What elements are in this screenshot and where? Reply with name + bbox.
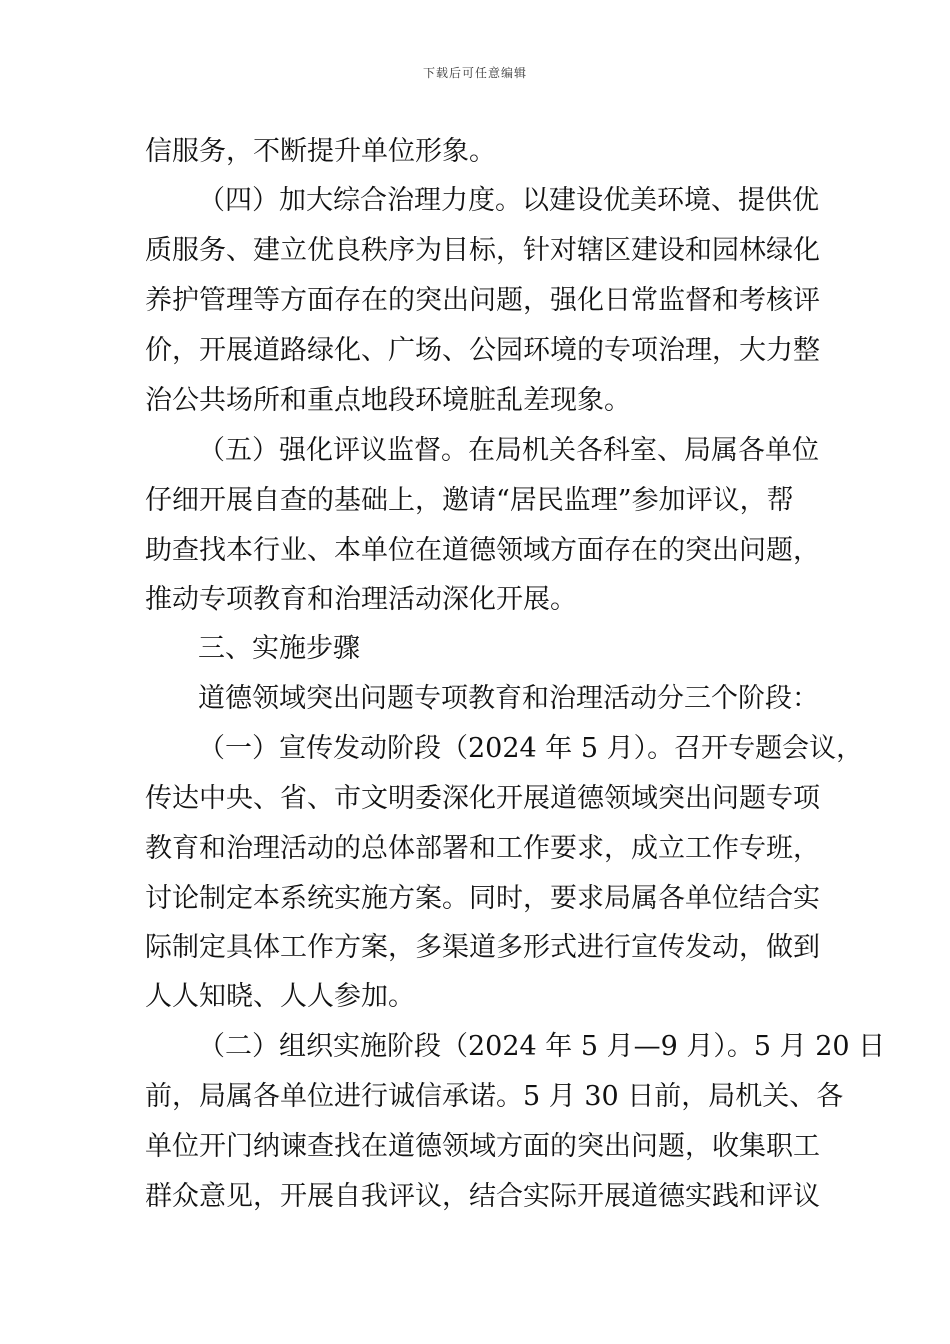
- text-line: 传达中央、省、市文明委深化开展道德领域突出问题专项: [145, 783, 820, 814]
- text-line: 单位开门纳谏查找在道德领域方面的突出问题，收集职工: [145, 1131, 820, 1162]
- text-line: 治公共场所和重点地段环境脏乱差现象。: [145, 385, 631, 416]
- text-line: 人人知晓、人人参加。: [145, 981, 415, 1012]
- text-line: 价，开展道路绿化、广场、公园环境的专项治理，大力整: [145, 335, 820, 366]
- text-line: （五）强化评议监督。在局机关各科室、局属各单位: [198, 435, 819, 466]
- text-line: （四）加大综合治理力度。以建设优美环境、提供优: [198, 185, 819, 216]
- text-line: 道德领域突出问题专项教育和治理活动分三个阶段：: [198, 683, 819, 714]
- text-line: 仔细开展自查的基础上，邀请“居民监理”参加评议，帮: [145, 485, 794, 516]
- text-line: 讨论制定本系统实施方案。同时，要求局属各单位结合实: [145, 883, 820, 914]
- text-line: 群众意见，开展自我评议，结合实际开展道德实践和评议: [145, 1181, 820, 1212]
- text-line: 养护管理等方面存在的突出问题，强化日常监督和考核评: [145, 285, 820, 316]
- header-note: 下载后可任意编辑: [422, 66, 527, 80]
- text-line: （一）宣传发动阶段（2024 年 5 月）。召开专题会议，: [198, 733, 864, 764]
- text-line: 际制定具体工作方案，多渠道多形式进行宣传发动，做到: [145, 932, 820, 963]
- text-line: 质服务、建立优良秩序为目标，针对辖区建设和园林绿化: [145, 235, 820, 266]
- text-line: 推动专项教育和治理活动深化开展。: [145, 584, 577, 615]
- text-line: 教育和治理活动的总体部署和工作要求，成立工作专班，: [145, 833, 820, 864]
- text-line: 前，局属各单位进行诚信承诺。5 月 30 日前，局机关、各: [145, 1081, 844, 1112]
- text-line: 信服务，不断提升单位形象。: [145, 136, 496, 167]
- text-line: 助查找本行业、本单位在道德领域方面存在的突出问题，: [145, 535, 820, 566]
- section-heading: 三、实施步骤: [198, 633, 360, 664]
- text-line: （二）组织实施阶段（2024 年 5 月—9 月）。5 月 20 日: [198, 1031, 886, 1062]
